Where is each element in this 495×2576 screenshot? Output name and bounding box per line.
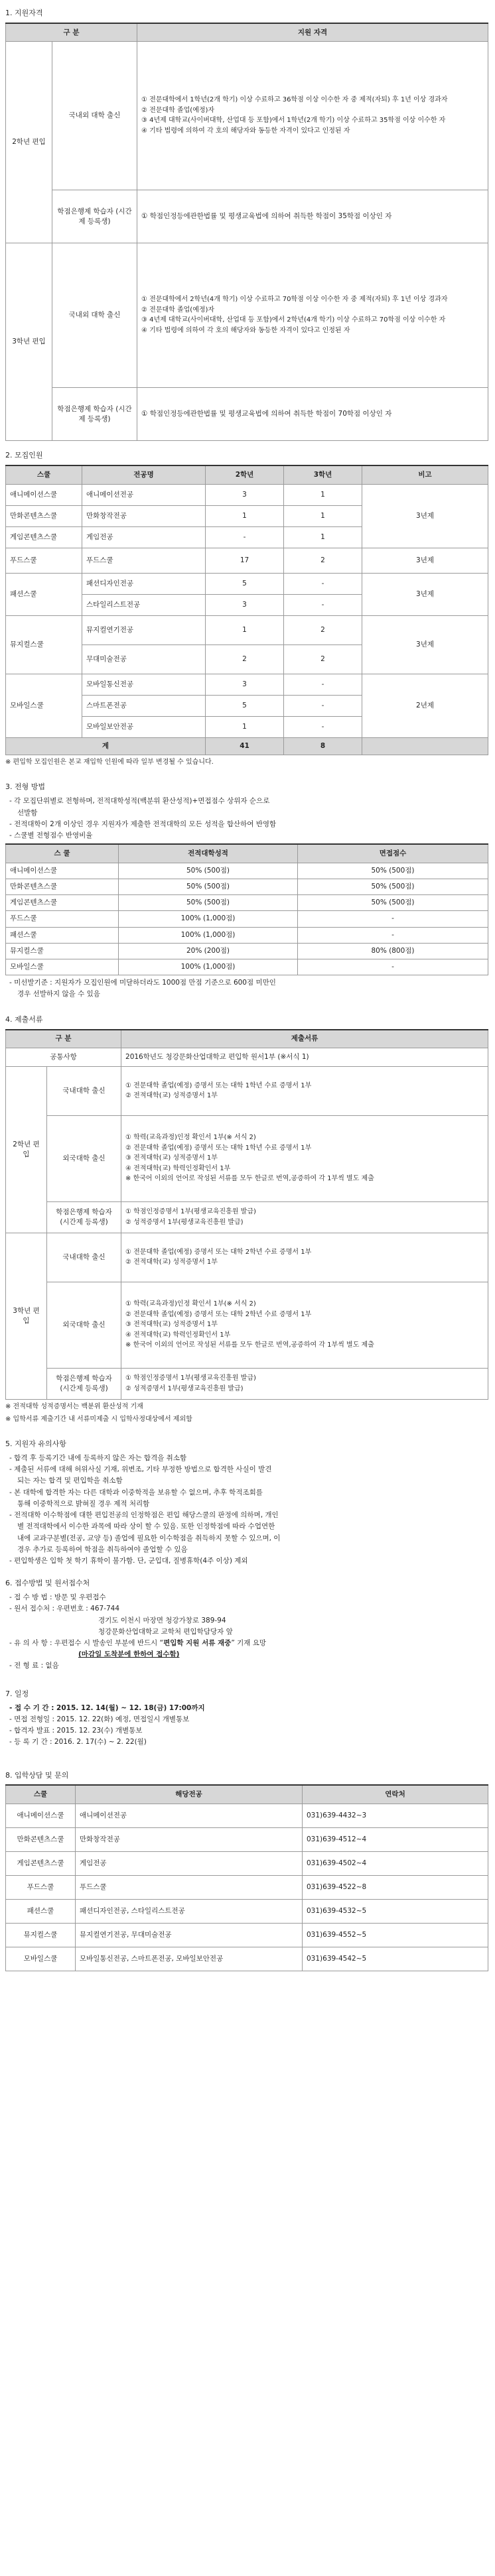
col-header: 3학년 bbox=[284, 465, 362, 484]
year-label: 3학년 편입 bbox=[6, 243, 52, 441]
col-header: 구 분 bbox=[6, 23, 137, 42]
table-row: 게임콘텐츠스쿨 50% (500점) 50% (500점) bbox=[6, 895, 488, 911]
table-row: 게임콘텐츠스쿨 게임전공 - 1 bbox=[6, 526, 488, 548]
section-selection: 3. 전형 방법 - 각 모집단위별로 전형하며, 전적대학성적(백분위 환산성적)+면접점수 상위자 순으로 선발함 - 전적대학이 2개 이상인 경우 지원자가 제출한 전적대학의 모든 성적을 합산하여 반영함 - 스쿨별 전형점수 반영비율 스 쿨 전적대학성적 면접점수 애니메이션스쿨 50% (500점) 50% (500점) 만화콘텐츠스쿨 50% (500점) 50% (500점) 게임콘텐츠스쿨 50% (500점) 50% (500점) 푸드스쿨 100% (1,000점) - 패션스쿨 100% (1,000점) - 뮤지컬스쿨 20% (200점) 80% (800점) 모바일스쿨 100% (1,000점) - - 미선발기준 : 지원자가 모집인원에 미달하더라도 1000점 만점 기준으로 600점 미만인 경우 선발하지 않을 수 있음 bbox=[5, 782, 488, 999]
table-row: 푸드스쿨 푸드스쿨 17 2 3년제 bbox=[6, 548, 488, 573]
footnote: ※ 편입학 모집인원은 본교 재입학 인원에 따라 일부 변경될 수 있습니다. bbox=[5, 758, 214, 766]
table-row: 패션스쿨 패션디자인전공 5 - 3년제 bbox=[6, 573, 488, 594]
section-application: 6. 접수방법 및 원서접수처 - 접 수 방 법 : 방문 및 우편접수 - 원서 접수처 : 우편번호 : 467-744 경기도 이천시 마장면 청강가창로 389-94 청강문화산업대학교 교학처 편입학담당자 앞 - 유 의 사 항 : 우편접수 시 발송인 부분에 반드시 “편입학 지원 서류 재중” 기재 요망 (마감일 도착분에 한하여 접수함) - 전 형 료 : 없음 bbox=[5, 1578, 488, 1671]
table-row: 모바일스쿨 모바일통신전공, 스마트폰전공, 모바일보안전공 031)639-4542~5 bbox=[6, 1947, 488, 1971]
table-row: 모바일보안전공 1 - bbox=[6, 716, 488, 737]
table-row: 푸드스쿨 푸드스쿨 031)639-4522~8 bbox=[6, 1875, 488, 1899]
section-title: 8. 입학상담 및 문의 bbox=[5, 1770, 69, 1780]
criteria-list: ① 전문대학에서 1학년(2개 학기) 이상 수료하고 36학점 이상 이수한 자 중 제적(자퇴) 후 1년 이상 경과자 ② 전문대학 졸업(예정)자 ③ 4년제 대학교(사이버대학, 산업대 등 포함)에서 1학년(2개 학기) 이상 수료하고 35학점 이상 이수한 자 ④ 기타 법령에 의하여 각 호의 해당자와 동등한 자격이 있다고 인정된 자 bbox=[141, 96, 448, 135]
section-title: 5. 지원자 유의사항 bbox=[5, 1440, 66, 1449]
col-header: 비고 bbox=[362, 465, 488, 484]
section-title: 3. 전형 방법 bbox=[5, 782, 45, 792]
section-title: 4. 제출서류 bbox=[5, 1014, 43, 1024]
eligibility-table bbox=[5, 23, 488, 442]
col-header: 전공명 bbox=[82, 465, 206, 484]
table-row: 무대미술전공 2 2 bbox=[6, 644, 488, 674]
table-row: 만화콘텐츠스쿨 만화창작전공 031)639-4512~4 bbox=[6, 1827, 488, 1851]
documents-table: 구 분 제출서류 공통사항 2016학년도 청강문화산업대학교 편입학 원서1부 (※서식 1) 2학년 편입 국내대학 출신 ① 전문대학 졸업(예정) 증명서 또는 대학 1학년 수료 증명서 1부 ② 전적대학(교) 성적증명서 1부 외국대학 출신 ① 학력(교육과정)인정 확인서 1부(※ 서식 2) ② 전문대학 졸업(예정) 증명서 또는 대학 1학년 수료 증명서 1부 ③ 전적대학(교) 성적증명서 1부 ④ 전적대학(교) 학력인정확인서 1부 ※ 한국어 이외의 언어로 작성된 서류를 모두 한글로 번역,공증하여 각 1부씩 별도 제출 학점은행제 학습자 (시간제 등록생) ① 학점인정증명서 1부(평생교육진흥원 발급) ② 성적증명서 1부(평생교육진흥원 발급) 3학년 편입 국내대학 출신 ① 전문대학 졸업(예정) 증명서 또는 대학 2학년 수료 증명서 1부 ② 전적대학(교) 성적증명서 1부 외국대학 출신 ① 학력(교육과정)인정 확인서 1부(※ 서식 2) ② 전문대학 졸업(예정) 증명서 또는 대학 2학년 수료 증명서 1부 ③ 전적대학(교) 성적증명서 1부 ④ 전적대학(교) 학력인정확인서 1부 ※ 한국어 이외의 언어로 작성된 서류를 모두 한글로 번역,공증하여 각 1부씩 별도 제출 학점은행제 학습자 (시간제 등록생) ① 학점인정증명서 1부(평생교육진흥원 발급) ② 성적증명서 1부(평생교육진흥원 발급) bbox=[5, 1029, 488, 1400]
table-row: 애니메이션스쿨 애니메이션전공 3 1 3년제 bbox=[6, 484, 488, 505]
section-title: 7. 일정 bbox=[5, 1689, 29, 1698]
section-title: 2. 모집인원 bbox=[5, 451, 43, 460]
total-row: 계 41 8 bbox=[6, 737, 488, 755]
category-label: 학점은행제 학습자 (시간제 등록생) bbox=[52, 388, 137, 441]
section-title: 1. 지원자격 bbox=[5, 9, 43, 17]
table-row: 애니메이션스쿨 50% (500점) 50% (500점) bbox=[6, 863, 488, 879]
criteria-text: ① 학점인정등에관한법률 및 평생교육법에 의하여 취득한 학점이 70학점 이상인 자 bbox=[137, 388, 488, 441]
category-label: 학점은행제 학습자 (시간제 등록생) bbox=[52, 190, 137, 243]
col-header: 2학년 bbox=[206, 465, 284, 484]
year-label: 2학년 편입 bbox=[6, 42, 52, 243]
category-label: 국내외 대학 출신 bbox=[52, 42, 137, 190]
table-row: 만화콘텐츠스쿨 만화창작전공 1 1 bbox=[6, 505, 488, 526]
criteria-text: ① 학점인정등에관한법률 및 평생교육법에 의하여 취득한 학점이 35학점 이상인 자 bbox=[137, 190, 488, 243]
table-row: 뮤지컬스쿨 뮤지컬연기전공, 무대미술전공 031)639-4552~5 bbox=[6, 1923, 488, 1947]
score-ratio-table: 스 쿨 전적대학성적 면접점수 애니메이션스쿨 50% (500점) 50% (500점) 만화콘텐츠스쿨 50% (500점) 50% (500점) 게임콘텐츠스쿨 50% (500점) 50% (500점) 푸드스쿨 100% (1,000점) - 패션스쿨 100% (1,000점) - 뮤지컬스쿨 20% (200점) 80% (800점) 모바일스쿨 100% (1,000점) - bbox=[5, 843, 488, 975]
criteria-list: ① 전문대학에서 2학년(4개 학기) 이상 수료하고 70학점 이상 이수한 자 중 제적(자퇴) 후 1년 이상 경과자 ② 전문대학 졸업(예정)자 ③ 4년제 대학교(사이버대학, 산업대 등 포함)에서 2학년(4개 학기) 이상 수료하고 70학점 이상 이수한 자 ④ 기타 법령에 의하여 각 호의 해당자와 동등한 자격이 있다고 인정된 자 bbox=[141, 296, 448, 334]
col-header: 스쿨 bbox=[6, 465, 82, 484]
table-row: 모바일스쿨 100% (1,000점) - bbox=[6, 959, 488, 975]
table-row: 뮤지컬스쿨 20% (200점) 80% (800점) bbox=[6, 943, 488, 959]
table-row: 뮤지컬스쿨 뮤지컬연기전공 1 2 3년제 bbox=[6, 615, 488, 644]
section-eligibility bbox=[5, 8, 488, 441]
section-documents: 4. 제출서류 구 분 제출서류 공통사항 2016학년도 청강문화산업대학교 편입학 원서1부 (※서식 1) 2학년 편입 국내대학 출신 ① 전문대학 졸업(예정) 증명서 또는 대학 1학년 수료 증명서 1부 ② 전적대학(교) 성적증명서 1부 외국대학 출신 ① 학력(교육과정)인정 확인서 1부(※ 서식 2) ② 전문대학 졸업(예정) 증명서 또는 대학 1학년 수료 증명서 1부 ③ 전적대학(교) 성적증명서 1부 ④ 전적대학(교) 학력인정확인서 1부 ※ 한국어 이외의 언어로 작성된 서류를 모두 한글로 번역,공증하여 각 1부씩 별도 제출 학점은행제 학습자 (시간제 등록생) ① 학점인정증명서 1부(평생교육진흥원 발급) ② 성적증명서 1부(평생교육진흥원 발급) 3학년 편입 국내대학 출신 ① 전문대학 졸업(예정) 증명서 또는 대학 2학년 수료 증명서 1부 ② 전적대학(교) 성적증명서 1부 외국대학 출신 ① 학력(교육과정)인정 확인서 1부(※ 서식 2) ② 전문대학 졸업(예정) 증명서 또는 대학 2학년 수료 증명서 1부 ③ 전적대학(교) 성적증명서 1부 ④ 전적대학(교) 학력인정확인서 1부 ※ 한국어 이외의 언어로 작성된 서류를 모두 한글로 번역,공증하여 각 1부씩 별도 제출 학점은행제 학습자 (시간제 등록생) ① 학점인정증명서 1부(평생교육진흥원 발급) ② 성적증명서 1부(평생교육진흥원 발급) ※ 전적대학 성적증명서는 백분위 환산성적 기재 ※ 입학서류 제출기간 내 서류미제출 시 입학사정대상에서 제외함 bbox=[5, 1014, 488, 1424]
table-row: 패션스쿨 100% (1,000점) - bbox=[6, 927, 488, 943]
table-row: 게임콘텐츠스쿨 게임전공 031)639-4502~4 bbox=[6, 1851, 488, 1875]
section-cautions: 5. 지원자 유의사항 - 합격 후 등록기간 내에 등록하지 않은 자는 합격을 취소함 - 제출된 서류에 대해 허위사실 기재, 위변조, 기타 부정한 방법으로 합격한 사실이 발견 되는 자는 합격 및 편입학을 취소함 - 본 대학에 합격한 자는 다른 대학과 이중학적을 보유할 수 없으며, 추후 학적조회를 통해 이중학적으로 밝혀질 경우 제적 처리함 - 전적대학 이수학점에 대한 편입전공의 인정학점은 편입 해당스쿨의 판정에 의하며, 개인 별 전적대학에서 이수한 과목에 따라 상이 할 수 있음. 또한 인정학점에 따라 수업연한 내에 교과구분별(전공, 교양 등) 졸업에 필요한 이수학점을 취득하지 못할 수 있으며, 이 경우 추가로 등록하여 학점을 취득하여야 졸업할 수 있음 - 편입학생은 입학 첫 학기 휴학이 불가함. 단, 군입대, 질병휴학(4주 이상) 제외 bbox=[5, 1439, 488, 1566]
table-row: 애니메이션스쿨 애니메이션전공 031)639-4432~3 bbox=[6, 1804, 488, 1827]
section-schedule: 7. 일정 - 접 수 기 간 : 2015. 12. 14(월) ~ 12. 18(금) 17:00까지 - 면접 전형일 : 2015. 12. 22(화) 예정, 면접일시 개별통보 - 합격자 발표 : 2015. 12. 23(수) 개별통보 - 등 록 기 간 : 2016. 2. 17(수) ~ 2. 22(월) bbox=[5, 1689, 488, 1748]
table-row: 스마트폰전공 5 - bbox=[6, 695, 488, 716]
section-contact bbox=[5, 1770, 488, 1971]
table-row: 푸드스쿨 100% (1,000점) - bbox=[6, 911, 488, 927]
contact-table: 스쿨 해당전공 연락처 애니메이션스쿨 애니메이션전공 031)639-4432~3 만화콘텐츠스쿨 만화창작전공 031)639-4512~4 게임콘텐츠스쿨 게임전공 031)639-4502~4 푸드스쿨 푸드스쿨 031)639-4522~8 패션스쿨 패션디자인전공, 스타일리스트전공 031)639-4532~5 뮤지컬스쿨 뮤지컬연기전공, 무대미술전공 031)639-4552~5 모바일스쿨 모바일통신전공, 스마트폰전공, 모바일보안전공 031)639-4542~5 bbox=[5, 1784, 488, 1971]
category-label: 국내외 대학 출신 bbox=[52, 243, 137, 388]
table-row: 스타일리스트전공 3 - bbox=[6, 594, 488, 615]
table-row: 모바일스쿨 모바일통신전공 3 - 2년제 bbox=[6, 674, 488, 695]
table-row: 패션스쿨 패션디자인전공, 스타일리스트전공 031)639-4532~5 bbox=[6, 1899, 488, 1923]
section-recruitment bbox=[5, 450, 488, 767]
table-row: 만화콘텐츠스쿨 50% (500점) 50% (500점) bbox=[6, 879, 488, 894]
section-title: 6. 접수방법 및 원서접수처 bbox=[5, 1579, 90, 1588]
col-header: 지원 자격 bbox=[137, 23, 488, 42]
recruitment-table bbox=[5, 465, 488, 755]
